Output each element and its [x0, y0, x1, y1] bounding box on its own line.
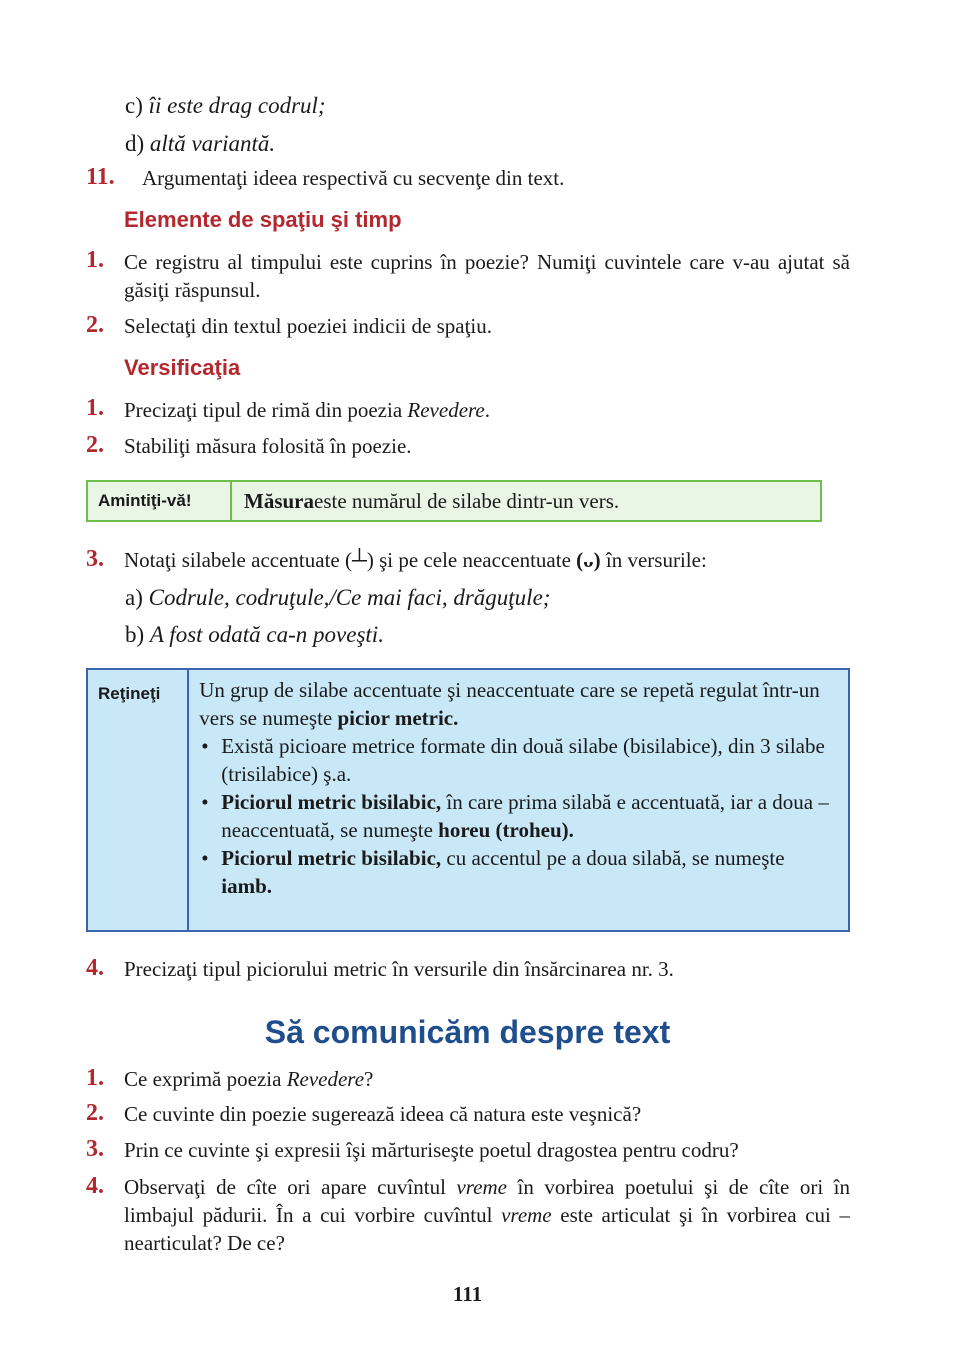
remember-box [86, 480, 822, 522]
retain-bullet: • Există picioare metrice formate din două silabe (bisilabice), din 3 silabe (trisilabice) ş.a. [201, 734, 825, 786]
section-heading: Versificaţia [124, 355, 241, 380]
question-text: Precizaţi tipul piciorului metric în versurile din însărcinarea nr. 3. [124, 957, 674, 981]
question-text: Prin ce cuvinte şi expresii îşi mărturiseşte poetul dragostea pentru codru? [124, 1138, 739, 1162]
question-text: Ce exprimă poezia Revedere? [124, 1067, 374, 1091]
question-text: Ce registru al timpului este cuprins în poezie? Numiţi cuvintele care v-au ajutat să găsiţi răspunsul. [124, 250, 850, 302]
question-number: 1. [86, 395, 104, 421]
question-number: 2. [86, 312, 104, 338]
question-text: Ce cuvinte din poezie sugerează ideea că natura este veşnică? [124, 1102, 642, 1126]
question-text: Precizaţi tipul de rimă din poezia Revedere. [124, 398, 490, 422]
verse-option-b: b) A fost odată ca-n poveşti. [125, 622, 384, 647]
question-text: Stabiliţi măsura folosită în poezie. [124, 434, 412, 458]
section-heading: Elemente de spaţiu şi timp [124, 207, 402, 232]
page-number: 111 [452, 1282, 483, 1306]
retain-bullet: • Piciorul metric bisilabic, cu accentul pe a doua silabă, se numeşte iamb. [201, 846, 785, 898]
question-number: 2. [86, 1100, 104, 1126]
unaccent-symbol: (ᴗ) [576, 548, 601, 572]
question-number: 4. [86, 955, 104, 981]
question-text: Observaţi de cîte ori apare cuvîntul vreme în vorbirea poetului şi de cîte ori în limbajul pădurii. În a cui vorbire cuvîntul vreme este articulat şi în vorbirea cui – nearticulat? De ce? [124, 1175, 850, 1255]
option-d: d) altă variantă. [125, 131, 276, 156]
question-number: 1. [86, 1065, 104, 1091]
retain-intro: Un grup de silabe accentuate şi neaccentuate care se repetă regulat într-un vers se numeşte picior metric. [199, 678, 820, 730]
question-text: Selectaţi din textul poeziei indicii de spaţiu. [124, 314, 492, 338]
question-text: Notaţi silabele accentuate (┴) şi pe cele neaccentuate (ᴗ) în versurile: [124, 548, 707, 572]
question-number: 11. [86, 164, 115, 190]
question-number: 4. [86, 1173, 104, 1199]
remember-content: Măsura este numărul de silabe dintr-un vers. [244, 489, 620, 513]
option-c: c) îi este drag codrul; [125, 93, 326, 118]
retain-bullet: • Piciorul metric bisilabic, în care prima silabă e accentuată, iar a doua – neaccentuată, se numeşte horeu (troheu). [201, 790, 829, 842]
retain-box [86, 668, 850, 932]
accent-symbol: ┴ [351, 548, 367, 572]
verse-option-a: a) Codrule, codruţule,/Ce mai faci, drăguţule; [125, 585, 551, 610]
question-number: 3. [86, 1136, 104, 1162]
question-number: 3. [86, 546, 104, 572]
section-title: Să comunicăm despre text [264, 1014, 671, 1050]
question-number: 2. [86, 432, 104, 458]
remember-label: Amintiţi-vă! [88, 482, 232, 520]
question-number: 1. [86, 247, 104, 273]
question-text: Argumentaţi ideea respectivă cu secvenţe din text. [142, 166, 565, 190]
retain-label: Reţineţi [88, 670, 189, 930]
retain-content [189, 670, 848, 930]
